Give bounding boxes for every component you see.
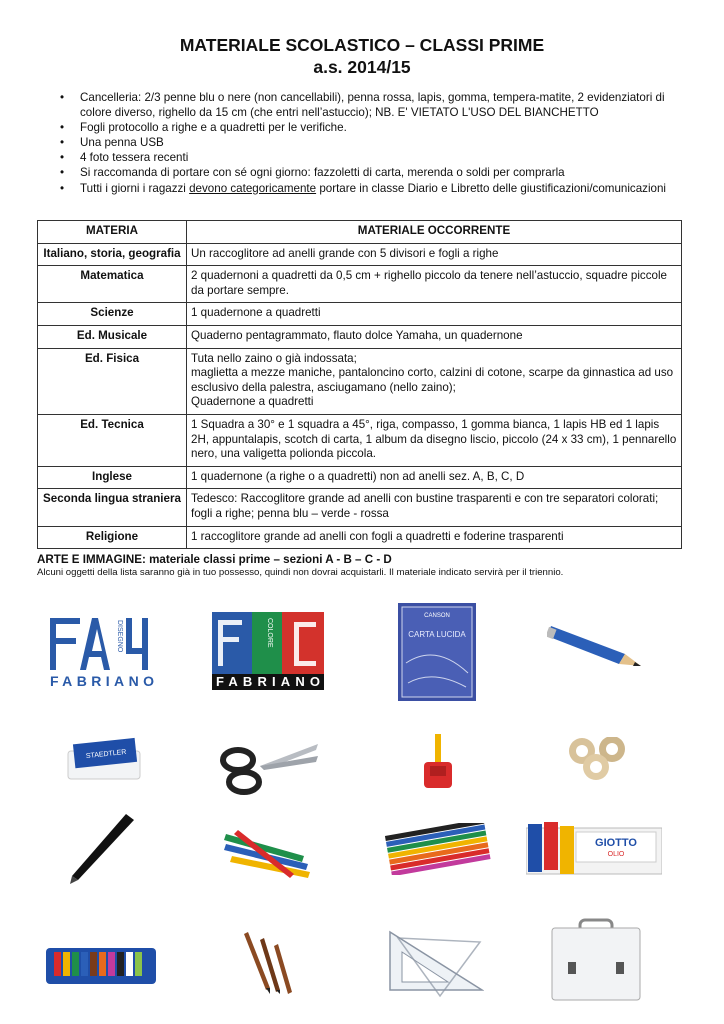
carta-lucida-pad-image bbox=[398, 603, 476, 701]
table-header-row bbox=[38, 221, 682, 244]
page-title: MATERIALE SCOLASTICO – CLASSI PRIME bbox=[179, 35, 545, 55]
fc-brand-text: FABRIANO bbox=[216, 674, 320, 689]
scissors-image bbox=[220, 736, 320, 796]
eraser-image bbox=[66, 737, 142, 783]
table-row bbox=[38, 243, 682, 266]
materials-table bbox=[37, 220, 682, 549]
tempera-tubes-image bbox=[46, 944, 156, 988]
canson-label: CANSON bbox=[424, 613, 450, 619]
marker-pen-image bbox=[66, 812, 138, 884]
material-cell: Un raccoglitore ad anelli grande con 5 divisori e fogli a righe bbox=[187, 243, 682, 266]
material-cell: Tuta nello zaino o già indossata; maglietta a mezze maniche, pantaloncino corto, calzini di cotone, scarpe da ginnastica ad uso esclusivo della palestra, asciugamano (nello zaino); Quadernone a quadretti bbox=[187, 348, 682, 414]
column-header: MATERIALE OCCORRENTE bbox=[187, 221, 682, 244]
list-item: • Cancelleria: 2/3 penne blu o nere (non cancellabili), penna rossa, lapis, gomma, tempera-matite, 2 evidenziatori di colore diverso, righello da 15 cm (che entri nell’astuccio); NB. E' VIETATO L'USO DEL BIANCHETTO bbox=[60, 90, 692, 120]
column-header: MATERIA bbox=[38, 221, 187, 244]
table-row bbox=[38, 526, 682, 549]
portfolio-case-image bbox=[550, 918, 642, 1002]
subject-cell: Religione bbox=[38, 526, 187, 549]
material-cell: 1 quadernone a quadretti bbox=[187, 303, 682, 326]
set-squares-image bbox=[388, 928, 484, 998]
subject-cell: Scienze bbox=[38, 303, 187, 326]
page-subtitle: a.s. 2014/15 bbox=[313, 57, 411, 77]
table-row bbox=[38, 489, 682, 526]
bullet-text: Tutti i giorni i ragazzi bbox=[80, 181, 190, 195]
material-cell: 1 Squadra a 30° e 1 squadra a 45°, riga, compasso, 1 gomma bianca, 1 lapis HB ed 1 lapis 2H, appuntalapis, scotch di carta, 1 album da disegno liscio, piccolo (24 x 33 cm), 1 pennarello nero, una valigetta polionda piccola. bbox=[187, 414, 682, 466]
list-item: • Fogli protocollo a righe e a quadretti per le verifiche. bbox=[60, 120, 692, 135]
carta-lucida-label: CARTA LUCIDA bbox=[408, 630, 466, 639]
subject-cell: Matematica bbox=[38, 266, 187, 303]
list-item: • Una penna USB bbox=[60, 135, 692, 150]
giotto-oil-pastels-image bbox=[526, 822, 662, 878]
felt-pens-image bbox=[384, 823, 492, 875]
table-row bbox=[38, 303, 682, 326]
material-cell: 1 raccoglitore grande ad anelli con fogli a quadretti e foderine trasparenti bbox=[187, 526, 682, 549]
underlined-text: devono categoricamente bbox=[189, 181, 317, 195]
fabriano-f4-logo bbox=[46, 612, 158, 690]
fabriano-fc-logo bbox=[212, 612, 324, 690]
subject-cell: Seconda lingua straniera bbox=[38, 489, 187, 526]
arte-note: Alcuni oggetti della lista saranno già in tuo possesso, quindi non dovrai acquistarli. Il materiale indicato servirà per il triennio. bbox=[37, 567, 564, 578]
subject-cell: Ed. Tecnica bbox=[38, 414, 187, 466]
f4-side-text: DISEGNO bbox=[116, 620, 123, 653]
giotto-sub-label: OLIO bbox=[607, 851, 625, 858]
table-row bbox=[38, 414, 682, 466]
material-cell: Tedesco: Raccoglitore grande ad anelli con bustine trasparenti e con tre separatori colorati; fogli a righe; penna blu – verde - rossa bbox=[187, 489, 682, 526]
paintbrushes-image bbox=[240, 932, 296, 994]
pencil-sharpener-image bbox=[418, 734, 458, 792]
subject-cell: Inglese bbox=[38, 466, 187, 489]
subject-cell: Italiano, storia, geografia bbox=[38, 243, 187, 266]
table-row bbox=[38, 266, 682, 303]
table-row bbox=[38, 348, 682, 414]
bullet-list bbox=[60, 90, 692, 196]
tape-rolls-image bbox=[566, 737, 632, 781]
pencil-image bbox=[547, 618, 643, 670]
subject-cell: Ed. Fisica bbox=[38, 348, 187, 414]
staedtler-label: STAEDTLER bbox=[85, 748, 127, 761]
material-cell: Quaderno pentagrammato, flauto dolce Yamaha, un quadernone bbox=[187, 325, 682, 348]
subject-cell: Ed. Musicale bbox=[38, 325, 187, 348]
fc-side-text: COLORE bbox=[266, 618, 273, 648]
table-row bbox=[38, 325, 682, 348]
giotto-label: GIOTTO bbox=[595, 837, 637, 849]
table-row bbox=[38, 466, 682, 489]
arte-heading: ARTE E IMMAGINE: materiale classi prime – sezioni A - B – C - D bbox=[37, 553, 392, 566]
bullet-text: portare in classe Diario e Libretto delle giustificazioni/comunicazioni bbox=[316, 181, 667, 195]
material-cell: 2 quadernoni a quadretti da 0,5 cm + righello piccolo da tenere nell’astuccio, squadre piccole da portare sempre. bbox=[187, 266, 682, 303]
list-item: • 4 foto tessera recenti bbox=[60, 150, 692, 165]
list-item: • Si raccomanda di portare con sé ogni giorno: fazzoletti di carta, merenda o soldi per comprarla bbox=[60, 165, 692, 180]
colored-pencils-image bbox=[224, 826, 316, 884]
f4-brand-text: FABRIANO bbox=[50, 673, 154, 689]
list-item bbox=[60, 181, 692, 196]
material-cell: 1 quadernone (a righe o a quadretti) non ad anelli sez. A, B, C, D bbox=[187, 466, 682, 489]
